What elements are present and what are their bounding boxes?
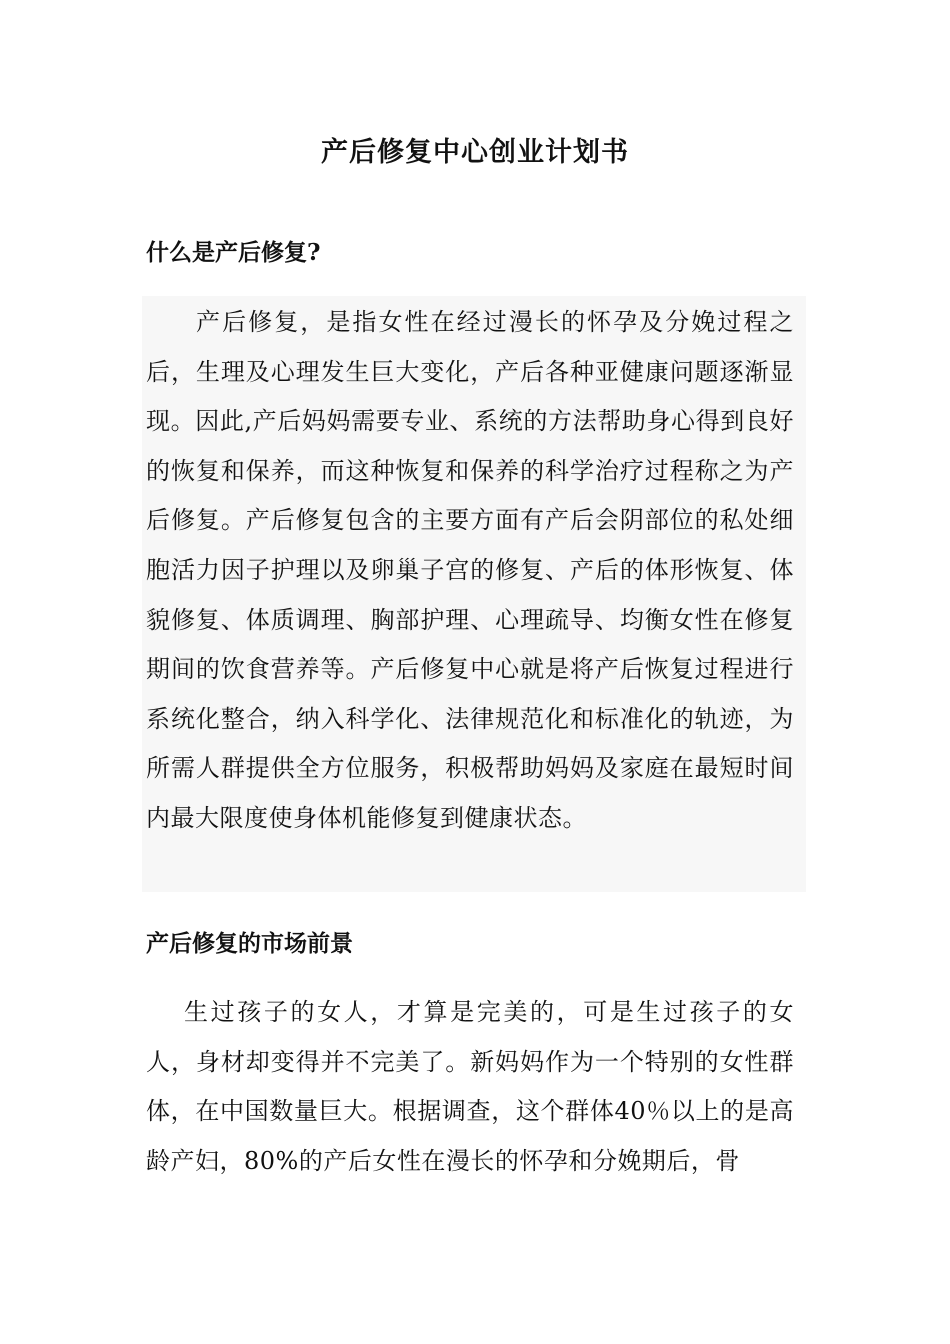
section-paragraph-definition: 产后修复，是指女性在经过漫长的怀孕及分娩过程之后，生理及心理发生巨大变化，产后各种亚健康问题逐渐显现。因此,产后妈妈需要专业、系统的方法帮助身心得到良好的恢复和保养，而这种恢复和保养的科学治疗过程称之为产后修复。产后修复包含的主要方面有产后会阴部位的私处细胞活力因子护理以及卵巢子宫的修复、产后的体形恢复、体貌修复、体质调理、胸部护理、心理疏导、均衡女性在修复期间的饮食营养等。产后修复中心就是将产后恢复过程进行系统化整合，纳入科学化、法律规范化和标准化的轨迹，为所需人群提供全方位服务，积极帮助妈妈及家庭在最短时间内最大限度使身体机能修复到健康状态。: [146, 308, 794, 832]
document-title: 产后修复中心创业计划书: [321, 137, 629, 168]
section-paragraph-market: 生过孩子的女人，才算是完美的，可是生过孩子的女人，身材却变得并不完美了。新妈妈作为一个特别的女性群体，在中国数量巨大。根据调查，这个群体40％以上的是高龄产妇，80%的产后女性在漫长的怀孕和分娩期后，骨: [146, 998, 794, 1175]
section-heading-market-prospect: 产后修复的市场前景: [146, 930, 353, 957]
section-heading-what-is-postpartum-repair: 什么是产后修复?: [146, 239, 321, 266]
